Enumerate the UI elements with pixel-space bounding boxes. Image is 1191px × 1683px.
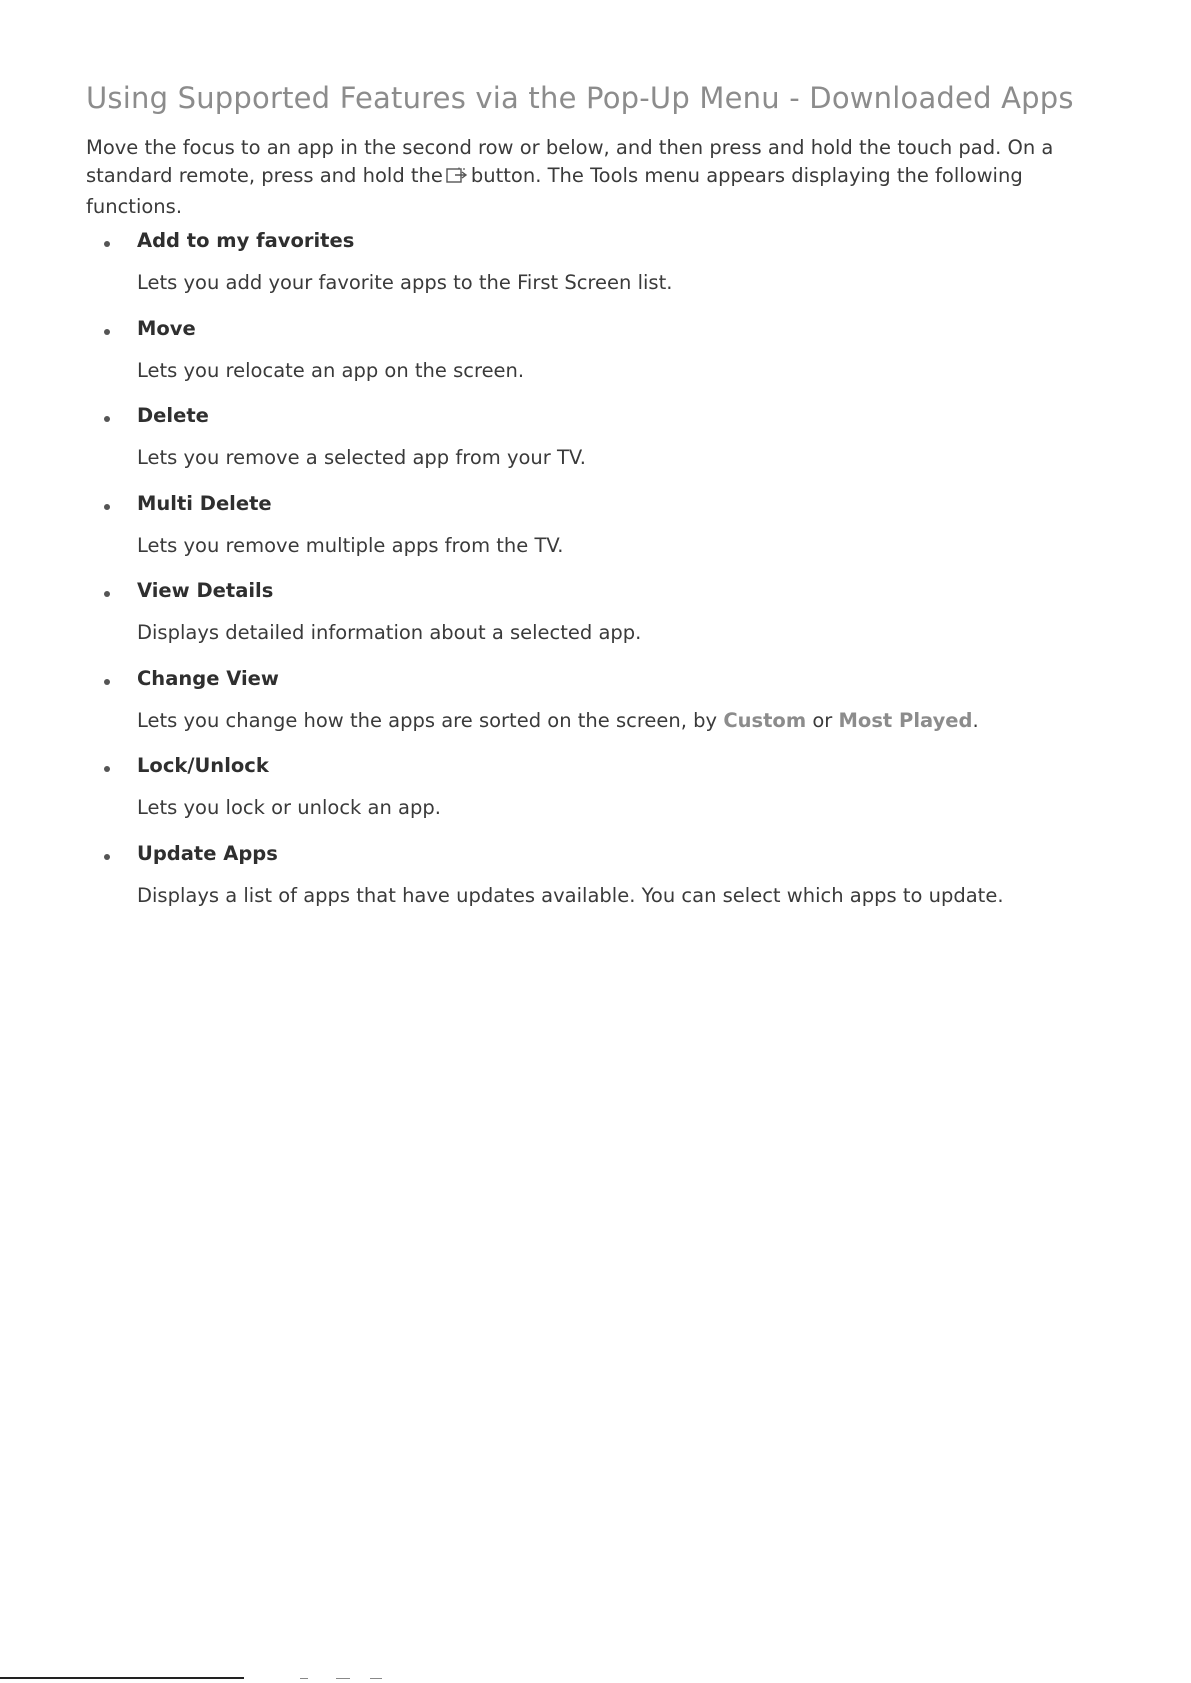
item-description: Lets you lock or unlock an app. <box>137 796 441 819</box>
item-description: Displays detailed information about a selected app. <box>137 621 642 644</box>
bullet-icon <box>104 329 110 335</box>
item-name: Move <box>137 316 196 340</box>
item-description: Lets you relocate an app on the screen. <box>137 358 525 382</box>
list-item-multi-delete <box>86 490 1106 578</box>
bullet-icon <box>104 766 110 772</box>
item-name: View Details <box>137 579 274 602</box>
item-description: Lets you add your favorite apps to the First Screen list. <box>137 271 673 294</box>
tools-button-icon <box>446 165 468 193</box>
list-item-delete <box>86 402 1106 490</box>
scan-mark <box>336 1678 350 1679</box>
list-item-change-view <box>86 665 1106 753</box>
change-view-text-pre: Lets you change how the apps are sorted on the screen, by <box>137 708 718 732</box>
item-name: Lock/Unlock <box>137 754 269 777</box>
bullet-icon <box>104 591 110 597</box>
footer-divider <box>0 1677 244 1679</box>
manual-page <box>86 78 1106 927</box>
item-name: Update Apps <box>137 841 278 865</box>
bullet-icon <box>104 504 110 510</box>
item-description: Lets you remove multiple apps from the TV. <box>137 533 564 557</box>
page-title: Using Supported Features via the Pop-Up Menu - Downloaded Apps <box>86 81 1074 115</box>
item-name: Multi Delete <box>137 491 272 515</box>
list-item-lock-unlock <box>86 752 1106 840</box>
bullet-icon <box>104 241 110 247</box>
item-name: Add to my favorites <box>137 229 355 252</box>
item-description: Displays a list of apps that have updates available. You can select which apps to update. <box>137 883 1004 907</box>
change-view-text-post: . <box>972 708 979 732</box>
bullet-icon <box>104 854 110 860</box>
scan-mark <box>300 1678 308 1679</box>
bullet-icon <box>104 416 110 422</box>
scan-mark <box>370 1678 382 1679</box>
item-description: Lets you remove a selected app from your TV. <box>137 446 586 469</box>
option-most-played: Most Played <box>838 708 973 732</box>
function-list <box>86 227 1106 927</box>
bullet-icon <box>104 679 110 685</box>
item-name: Delete <box>137 404 209 427</box>
list-item-view-details <box>86 577 1106 665</box>
list-item-move <box>86 315 1106 403</box>
intro-text-2: button. The Tools menu appears displaying the following functions. <box>86 164 1023 218</box>
list-item-update-apps <box>86 840 1106 928</box>
item-name: Change View <box>137 666 279 690</box>
item-description <box>137 707 1106 735</box>
intro-text-1: Move the focus to an app in the second row or below, and then press and hold the touch pad. On a standard remote, press and hold the <box>86 136 1054 187</box>
change-view-text-mid: or <box>812 708 833 732</box>
intro-paragraph <box>86 134 1106 221</box>
option-custom: Custom <box>723 708 807 732</box>
list-item-add-to-favorites <box>86 227 1106 315</box>
footer-scan-marks <box>300 1677 410 1679</box>
